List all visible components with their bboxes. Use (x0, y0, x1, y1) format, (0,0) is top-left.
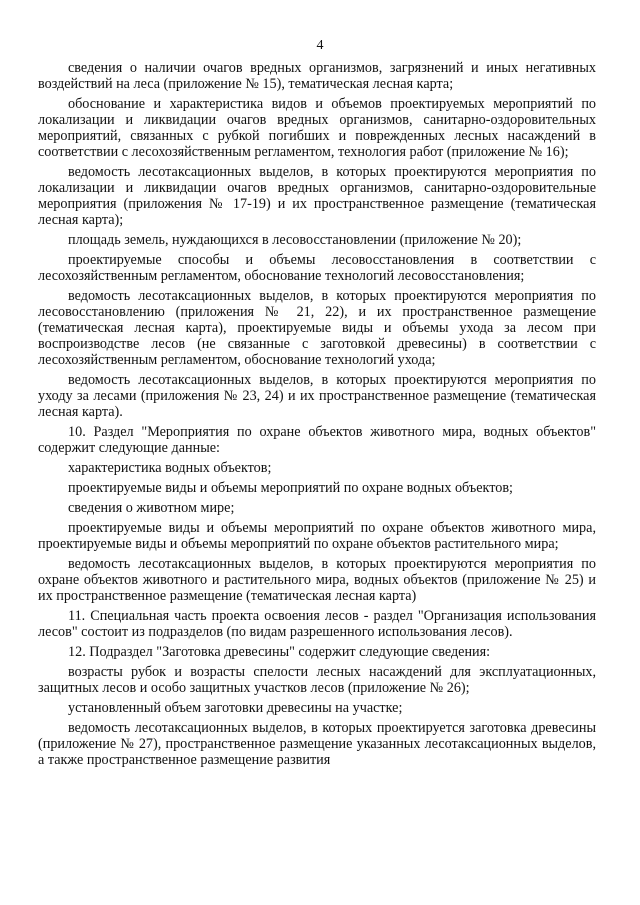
paragraph-pest-inventory: ведомость лесотаксационных выделов, в которых проектируются мероприятия по локализации и ликвидации очагов вредных организмов, санитарно-оздоровительные мероприятия (приложения № 17-19) и их пространственное размещение (тематическая лесная карта); (38, 164, 596, 228)
paragraph-fauna-info: сведения о животном мире; (68, 500, 235, 516)
paragraph-pests-info: сведения о наличии очагов вредных организмов, загрязнений и иных негативных воздействий на леса (приложение № 15), тематическая лесная карта; (38, 60, 596, 92)
paragraph-reforestation-methods: проектируемые способы и объемы лесовосстановления в соответствии с лесохозяйственным регламентом, обоснование технологий лесовосстановления; (38, 252, 596, 284)
paragraph-care-inventory: ведомость лесотаксационных выделов, в которых проектируются мероприятия по уходу за лесами (приложения № 23, 24) и их пространственное размещение (тематическая лесная карта). (38, 372, 596, 420)
paragraph-pest-measures: обоснование и характеристика видов и объемов проектируемых мероприятий по локализации и ликвидации очагов вредных организмов, санитарно-оздоровительных мероприятий, связанных с рубкой погибших и поврежденных лесных насаждений в соответствии с лесохозяйственным регламентом, технология работ (приложение № 16); (38, 96, 596, 160)
paragraph-harvest-volume: установленный объем заготовки древесины на участке; (68, 700, 403, 716)
page-number: 4 (316, 38, 324, 53)
paragraph-fauna-inventory: ведомость лесотаксационных выделов, в которых проектируются мероприятия по охране объектов животного и растительного мира, водных объектов (приложение № 25) и их пространственное размещение (тематическая лесная карта) (38, 556, 596, 604)
paragraph-section-10: 10. Раздел "Мероприятия по охране объектов животного мира, водных объектов" содержит следующие данные: (38, 424, 596, 456)
body-text (38, 60, 596, 772)
paragraph-water-measures: проектируемые виды и объемы мероприятий по охране водных объектов; (68, 480, 513, 496)
paragraph-fauna-flora-measures: проектируемые виды и объемы мероприятий по охране объектов животного мира, проектируемые виды и объемы мероприятий по охране объектов растительного мира; (38, 520, 596, 552)
paragraph-reforestation-area: площадь земель, нуждающихся в лесовосстановлении (приложение № 20); (68, 232, 522, 248)
paragraph-harvest-inventory: ведомость лесотаксационных выделов, в которых проектируется заготовка древесины (приложение № 27), пространственное размещение указанных лесотаксационных выделов, а также пространственное размещение развития (38, 720, 596, 768)
paragraph-section-11: 11. Специальная часть проекта освоения лесов - раздел "Организация использования лесов" состоит из подразделов (по видам разрешенного использования лесов). (38, 608, 596, 640)
paragraph-felling-ages: возрасты рубок и возрасты спелости лесных насаждений для эксплуатационных, защитных лесов и особо защитных участков лесов (приложение № 26); (38, 664, 596, 696)
paragraph-reforestation-inventory: ведомость лесотаксационных выделов, в которых проектируются мероприятия по лесовосстановлению (приложения № 21, 22), и их пространственное размещение (тематическая лесная карта), проектируемые виды и объемы ухода за лесом при воспроизводстве лесов (не связанные с заготовкой древесины) в соответствии с лесохозяйственным регламентом, обоснование технологий ухода; (38, 288, 596, 368)
paragraph-section-12: 12. Подраздел "Заготовка древесины" содержит следующие сведения: (68, 644, 491, 660)
paragraph-water-objects: характеристика водных объектов; (68, 460, 272, 476)
